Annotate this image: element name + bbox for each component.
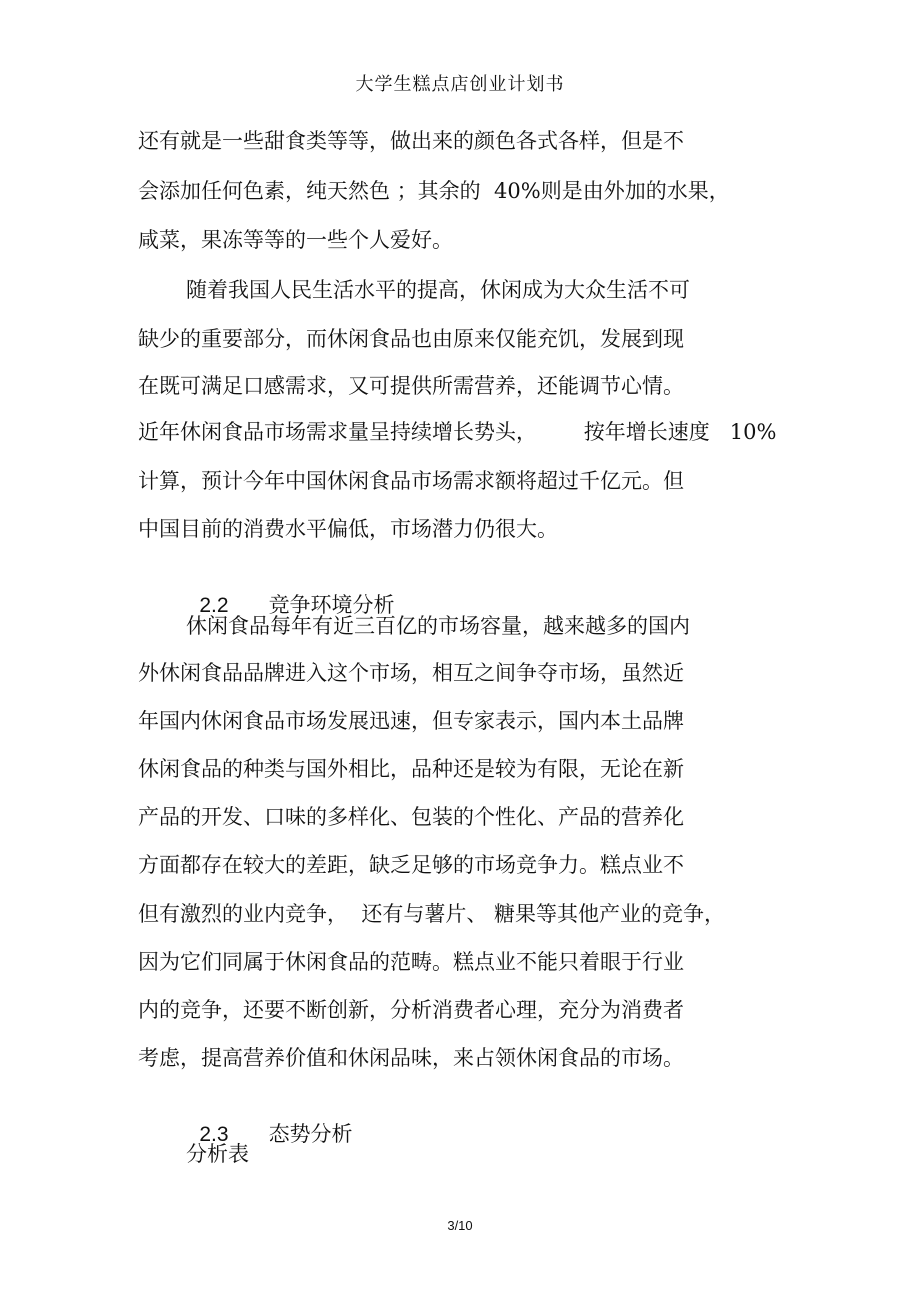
table-label: 分析表 [186, 1142, 249, 1166]
section-number: 2.3 [199, 1123, 229, 1146]
paragraph-line: 随着我国人民生活水平的提高，休闲成为大众生活不可 [186, 278, 690, 302]
paragraph-line: 缺少的重要部分，而休闲食品也由原来仅能充饥，发展到现 [138, 327, 684, 351]
paragraph-line: 近年休闲食品市场需求量呈持续增长势头， 按年增长速度 10% [138, 420, 777, 444]
document-title: 大学生糕点店创业计划书 [355, 74, 565, 95]
section-title: 竞争环境分析 [268, 593, 395, 617]
paragraph-line: 休闲食品的种类与国外相比，品种还是较为有限，无论在新 [138, 757, 684, 781]
paragraph-line: 会添加任何色素，纯天然色 ；其余的 40%则是由外加的水果， [138, 179, 730, 203]
paragraph-line: 年国内休闲食品市场发展迅速，但专家表示，国内本土品牌 [138, 709, 684, 733]
section-title: 态势分析 [268, 1122, 353, 1146]
paragraph-line: 因为它们同属于休闲食品的范畴。糕点业不能只着眼于行业 [138, 950, 684, 974]
paragraph-line: 产品的开发、口味的多样化、包装的个性化、产品的营养化 [138, 805, 684, 829]
paragraph-line: 在既可满足口感需求，又可提供所需营养，还能调节心情。 [138, 374, 684, 398]
paragraph-line: 方面都存在较大的差距，缺乏足够的市场竞争力。糕点业不 [138, 853, 684, 877]
paragraph-line: 咸菜，果冻等等的一些个人爱好。 [138, 228, 453, 252]
page-number: 3/10 [447, 1218, 473, 1233]
paragraph-line: 外休闲食品品牌进入这个市场，相互之间争夺市场，虽然近 [138, 661, 684, 685]
paragraph-line: 计算，预计今年中国休闲食品市场需求额将超过千亿元。但 [138, 469, 684, 493]
paragraph-line: 考虑，提高营养价值和休闲品味，来占领休闲食品的市场。 [138, 1046, 684, 1070]
paragraph-line: 中国目前的消费水平偏低，市场潜力仍很大。 [138, 517, 558, 541]
paragraph-line: 内的竞争，还要不断创新，分析消费者心理，充分为消费者 [138, 998, 684, 1022]
paragraph-line: 还有就是一些甜食类等等，做出来的颜色各式各样，但是不 [138, 129, 684, 153]
paragraph-line: 但有激烈的业内竞争， 还有与薯片、 糖果等其他产业的竞争， [138, 902, 726, 926]
paragraph-line: 休闲食品每年有近三百亿的市场容量，越来越多的国内 [186, 614, 690, 638]
section-number: 2.2 [199, 594, 229, 617]
